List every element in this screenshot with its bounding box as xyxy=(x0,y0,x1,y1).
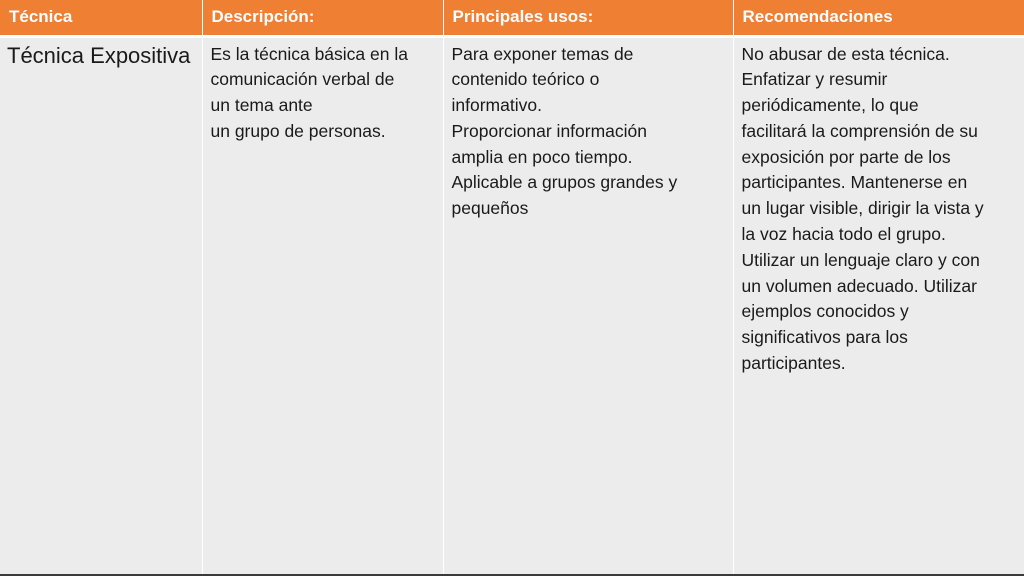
cell-text-line: periódicamente, lo que xyxy=(741,95,919,116)
cell-text-line: Utilizar un lenguaje claro y con xyxy=(741,249,980,270)
cell-text-line: Aplicable a grupos grandes y xyxy=(451,172,678,193)
cell-text-line: un volumen adecuado. Utilizar xyxy=(741,275,977,296)
cell-text-line: amplia en poco tiempo. xyxy=(451,146,633,167)
cell-text-line: Es la técnica básica en la xyxy=(210,43,408,64)
cell-text-line: Para exponer temas de xyxy=(451,43,634,64)
table-body xyxy=(0,36,1024,575)
header-recommendations: Recomendaciones xyxy=(733,0,1024,36)
cell-text-line: pequeños xyxy=(451,198,529,219)
header-technique: Técnica xyxy=(0,0,202,36)
cell-text-line: un tema ante xyxy=(210,95,313,116)
cell-text-line: Proporcionar información xyxy=(451,120,648,141)
cell-text-line: un lugar visible, dirigir la vista y xyxy=(741,198,984,219)
cell-text-line: la voz hacia todo el grupo. xyxy=(741,224,946,245)
cell-text-line: No abusar de esta técnica. xyxy=(741,43,950,64)
header-row xyxy=(0,0,1024,36)
header-main-uses: Principales usos: xyxy=(443,0,733,36)
cell-text-line: participantes. xyxy=(741,353,846,374)
cell-text-line: ejemplos conocidos y xyxy=(741,301,909,322)
cell-text-line: exposición por parte de los xyxy=(741,146,951,167)
table-header xyxy=(0,0,1024,36)
header-description: Descripción: xyxy=(202,0,443,36)
table-row xyxy=(0,36,1024,575)
cell-text-line: informativo. xyxy=(451,95,542,116)
cell-technique: Técnica Expositiva xyxy=(0,36,202,575)
cell-main-uses xyxy=(443,36,733,575)
cell-text-line: facilitará la comprensión de su xyxy=(741,120,978,141)
cell-recommendations xyxy=(733,36,1024,575)
cell-text-line: un grupo de personas. xyxy=(210,120,386,141)
cell-text-line: contenido teórico o xyxy=(451,69,600,90)
cell-text-line: significativos para los xyxy=(741,327,908,348)
cell-text-line: Enfatizar y resumir xyxy=(741,69,888,90)
cell-text-line: comunicación verbal de xyxy=(210,69,395,90)
cell-text-line: participantes. Mantenerse en xyxy=(741,172,968,193)
cell-description xyxy=(202,36,443,575)
